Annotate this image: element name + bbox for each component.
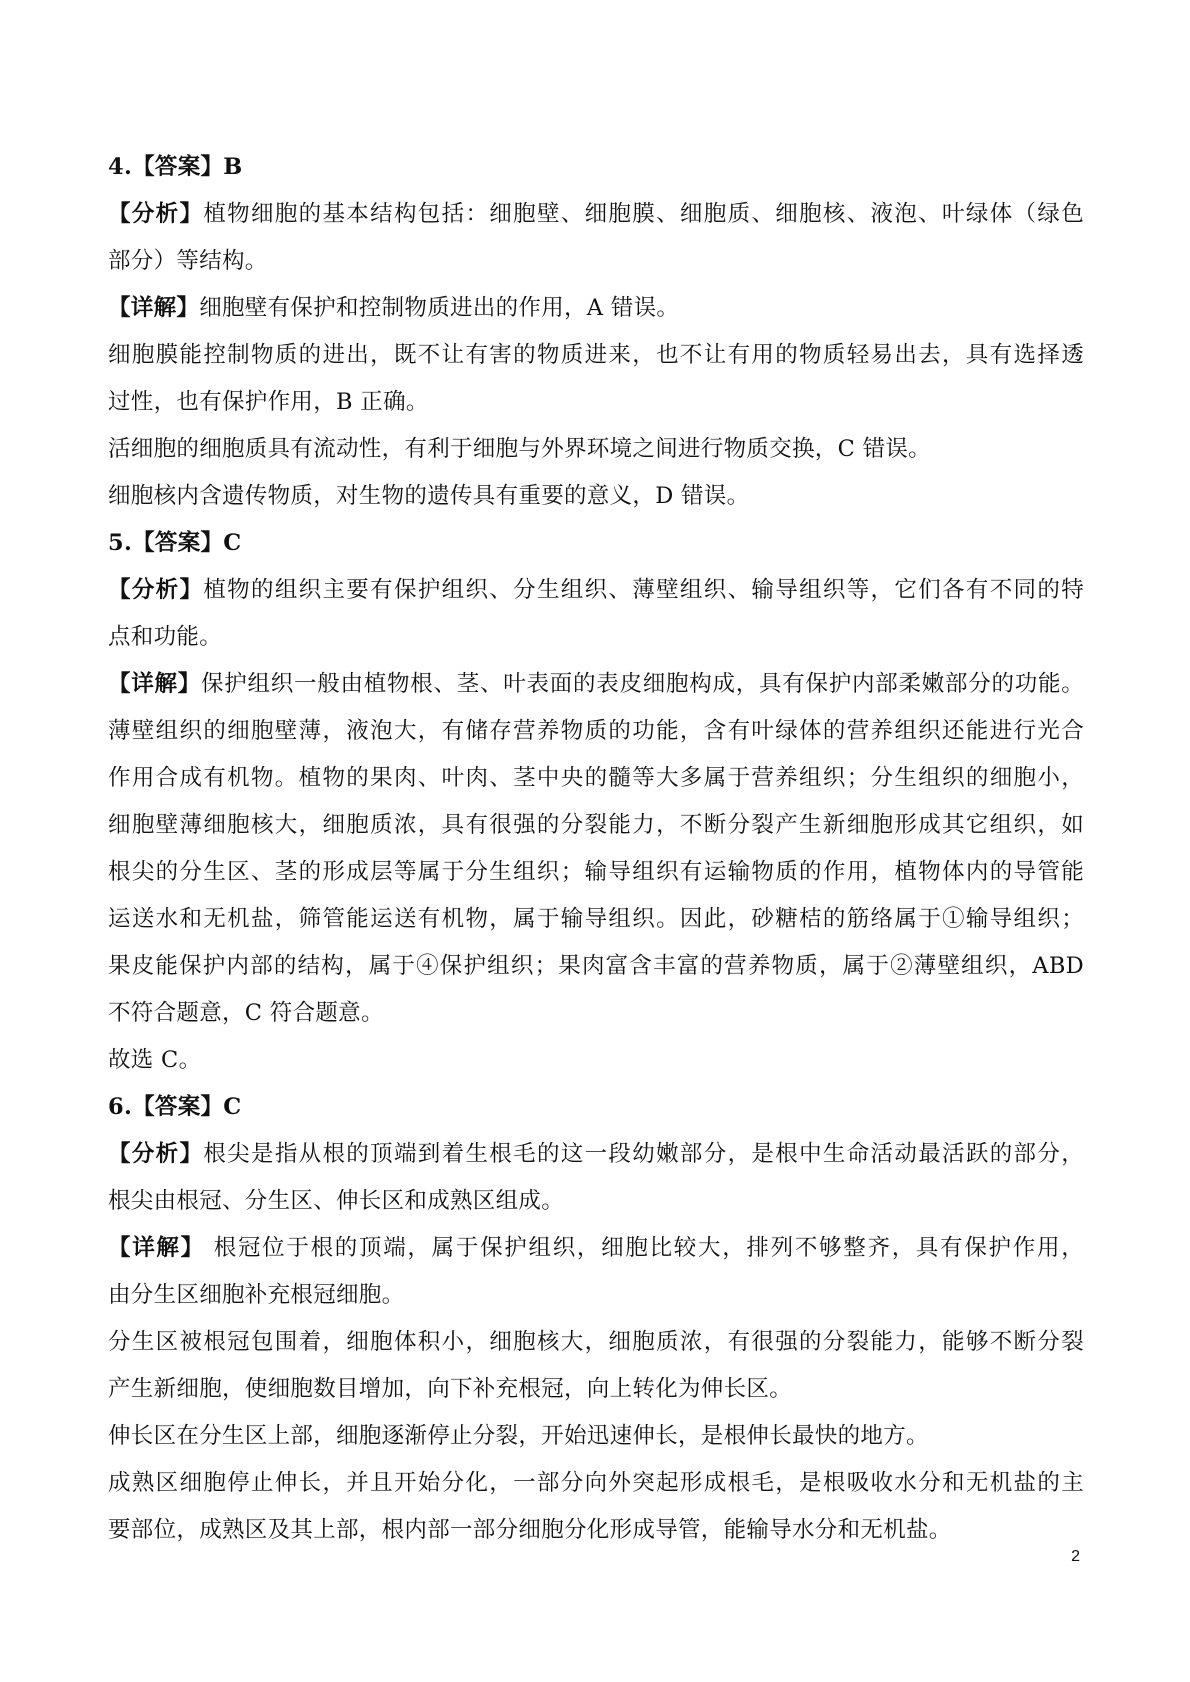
line-text: 分生区被根冠包围着，细胞体积小，细胞核大，细胞质浓，有很强的分裂能力，能够不断分裂 — [108, 1329, 1084, 1355]
text-line — [108, 567, 1084, 614]
line-text: 运送水和无机盐，筛管能运送有机物，属于输导组织。因此，砂糖桔的筋络属于①输导组织； — [108, 906, 1084, 932]
line-text: 植物细胞的基本结构包括：细胞壁、细胞膜、细胞质、细胞核、液泡、叶绿体（绿色 — [203, 201, 1084, 227]
text-line — [108, 849, 1084, 896]
section-tag: 【详解】 — [108, 1235, 205, 1261]
answer-heading: 4.【答案】B — [108, 154, 243, 180]
line-text: 根尖的分生区、茎的形成层等属于分生组织；输导组织有运输物质的作用，植物体内的导管能 — [108, 859, 1084, 885]
text-line — [108, 191, 1084, 238]
line-text: 故选 C。 — [108, 1047, 202, 1073]
section-tag: 【详解】 — [108, 671, 201, 697]
line-text: 产生新细胞，使细胞数目增加，向下补充根冠，向上转化为伸长区。 — [108, 1376, 793, 1402]
text-line — [108, 238, 1084, 285]
text-line — [108, 614, 1084, 661]
text-line — [108, 1460, 1084, 1507]
answer-content — [108, 144, 1084, 1554]
line-text: 植物的组织主要有保护组织、分生组织、薄壁组织、输导组织等，它们各有不同的特 — [203, 577, 1084, 603]
text-line — [108, 661, 1084, 708]
text-line — [108, 708, 1084, 755]
line-text: 伸长区在分生区上部，细胞逐渐停止分裂，开始迅速伸长，是根伸长最快的地方。 — [108, 1423, 929, 1449]
line-text: 不符合题意，C 符合题意。 — [108, 1000, 384, 1026]
text-line — [108, 426, 1084, 473]
line-text: 根冠位于根的顶端，属于保护组织，细胞比较大，排列不够整齐，具有保护作用， — [204, 1235, 1084, 1261]
text-line — [108, 1507, 1084, 1554]
question-block — [108, 144, 1084, 520]
text-line — [108, 943, 1084, 990]
line-text: 点和功能。 — [108, 624, 223, 650]
line-text: 部分）等结构。 — [108, 248, 268, 274]
line-text: 细胞膜能控制物质的进出，既不让有害的物质进来，也不让有用的物质轻易出去，具有选择透 — [108, 342, 1084, 368]
question-block — [108, 1084, 1084, 1554]
question-block — [108, 520, 1084, 1084]
text-line — [108, 802, 1084, 849]
text-line — [108, 896, 1084, 943]
text-line — [108, 1413, 1084, 1460]
line-text: 果皮能保护内部的结构，属于④保护组织；果肉富含丰富的营养物质，属于②薄壁组织，ABD — [108, 953, 1084, 979]
section-tag: 【详解】 — [108, 295, 200, 321]
line-text: 薄壁组织的细胞壁薄，液泡大，有储存营养物质的功能，含有叶绿体的营养组织还能进行光合 — [108, 718, 1084, 744]
page-number: 2 — [1071, 1548, 1080, 1565]
text-line — [108, 755, 1084, 802]
line-text: 过性，也有保护作用，B 正确。 — [108, 389, 429, 415]
line-text: 根尖由根冠、分生区、伸长区和成熟区组成。 — [108, 1188, 565, 1214]
text-line — [108, 473, 1084, 520]
text-line — [108, 1319, 1084, 1366]
line-text: 根尖是指从根的顶端到着生根毛的这一段幼嫩部分，是根中生命活动最活跃的部分， — [203, 1141, 1084, 1167]
text-line — [108, 1272, 1084, 1319]
line-text: 细胞核内含遗传物质，对生物的遗传具有重要的意义，D 错误。 — [108, 483, 750, 509]
text-line — [108, 379, 1084, 426]
line-text: 成熟区细胞停止伸长，并且开始分化，一部分向外突起形成根毛，是根吸收水分和无机盐的主 — [108, 1470, 1084, 1496]
text-line — [108, 1131, 1084, 1178]
text-line — [108, 990, 1084, 1037]
line-text: 细胞壁有保护和控制物质进出的作用，A 错误。 — [199, 295, 680, 321]
answer-heading: 6.【答案】C — [108, 1094, 242, 1120]
line-text: 由分生区细胞补充根冠细胞。 — [108, 1282, 405, 1308]
text-line — [108, 1366, 1084, 1413]
section-tag: 【分析】 — [108, 1141, 204, 1167]
line-text: 作用合成有机物。植物的果肉、叶肉、茎中央的髓等大多属于营养组织；分生组织的细胞小， — [108, 765, 1084, 791]
line-text: 要部位，成熟区及其上部，根内部一部分细胞分化形成导管，能输导水分和无机盐。 — [108, 1517, 952, 1543]
line-text: 活细胞的细胞质具有流动性，有利于细胞与外界环境之间进行物质交换，C 错误。 — [108, 436, 931, 462]
text-line — [108, 1178, 1084, 1225]
answer-heading: 5.【答案】C — [108, 530, 242, 556]
section-tag: 【分析】 — [108, 577, 204, 603]
line-text: 细胞壁薄细胞核大，细胞质浓，具有很强的分裂能力，不断分裂产生新细胞形成其它组织，如 — [108, 812, 1084, 838]
text-line — [108, 1225, 1084, 1272]
line-text: 保护组织一般由植物根、茎、叶表面的表皮细胞构成，具有保护内部柔嫩部分的功能。 — [201, 671, 1084, 697]
text-line — [108, 332, 1084, 379]
text-line — [108, 1037, 1084, 1084]
section-tag: 【分析】 — [108, 201, 204, 227]
text-line — [108, 285, 1084, 332]
